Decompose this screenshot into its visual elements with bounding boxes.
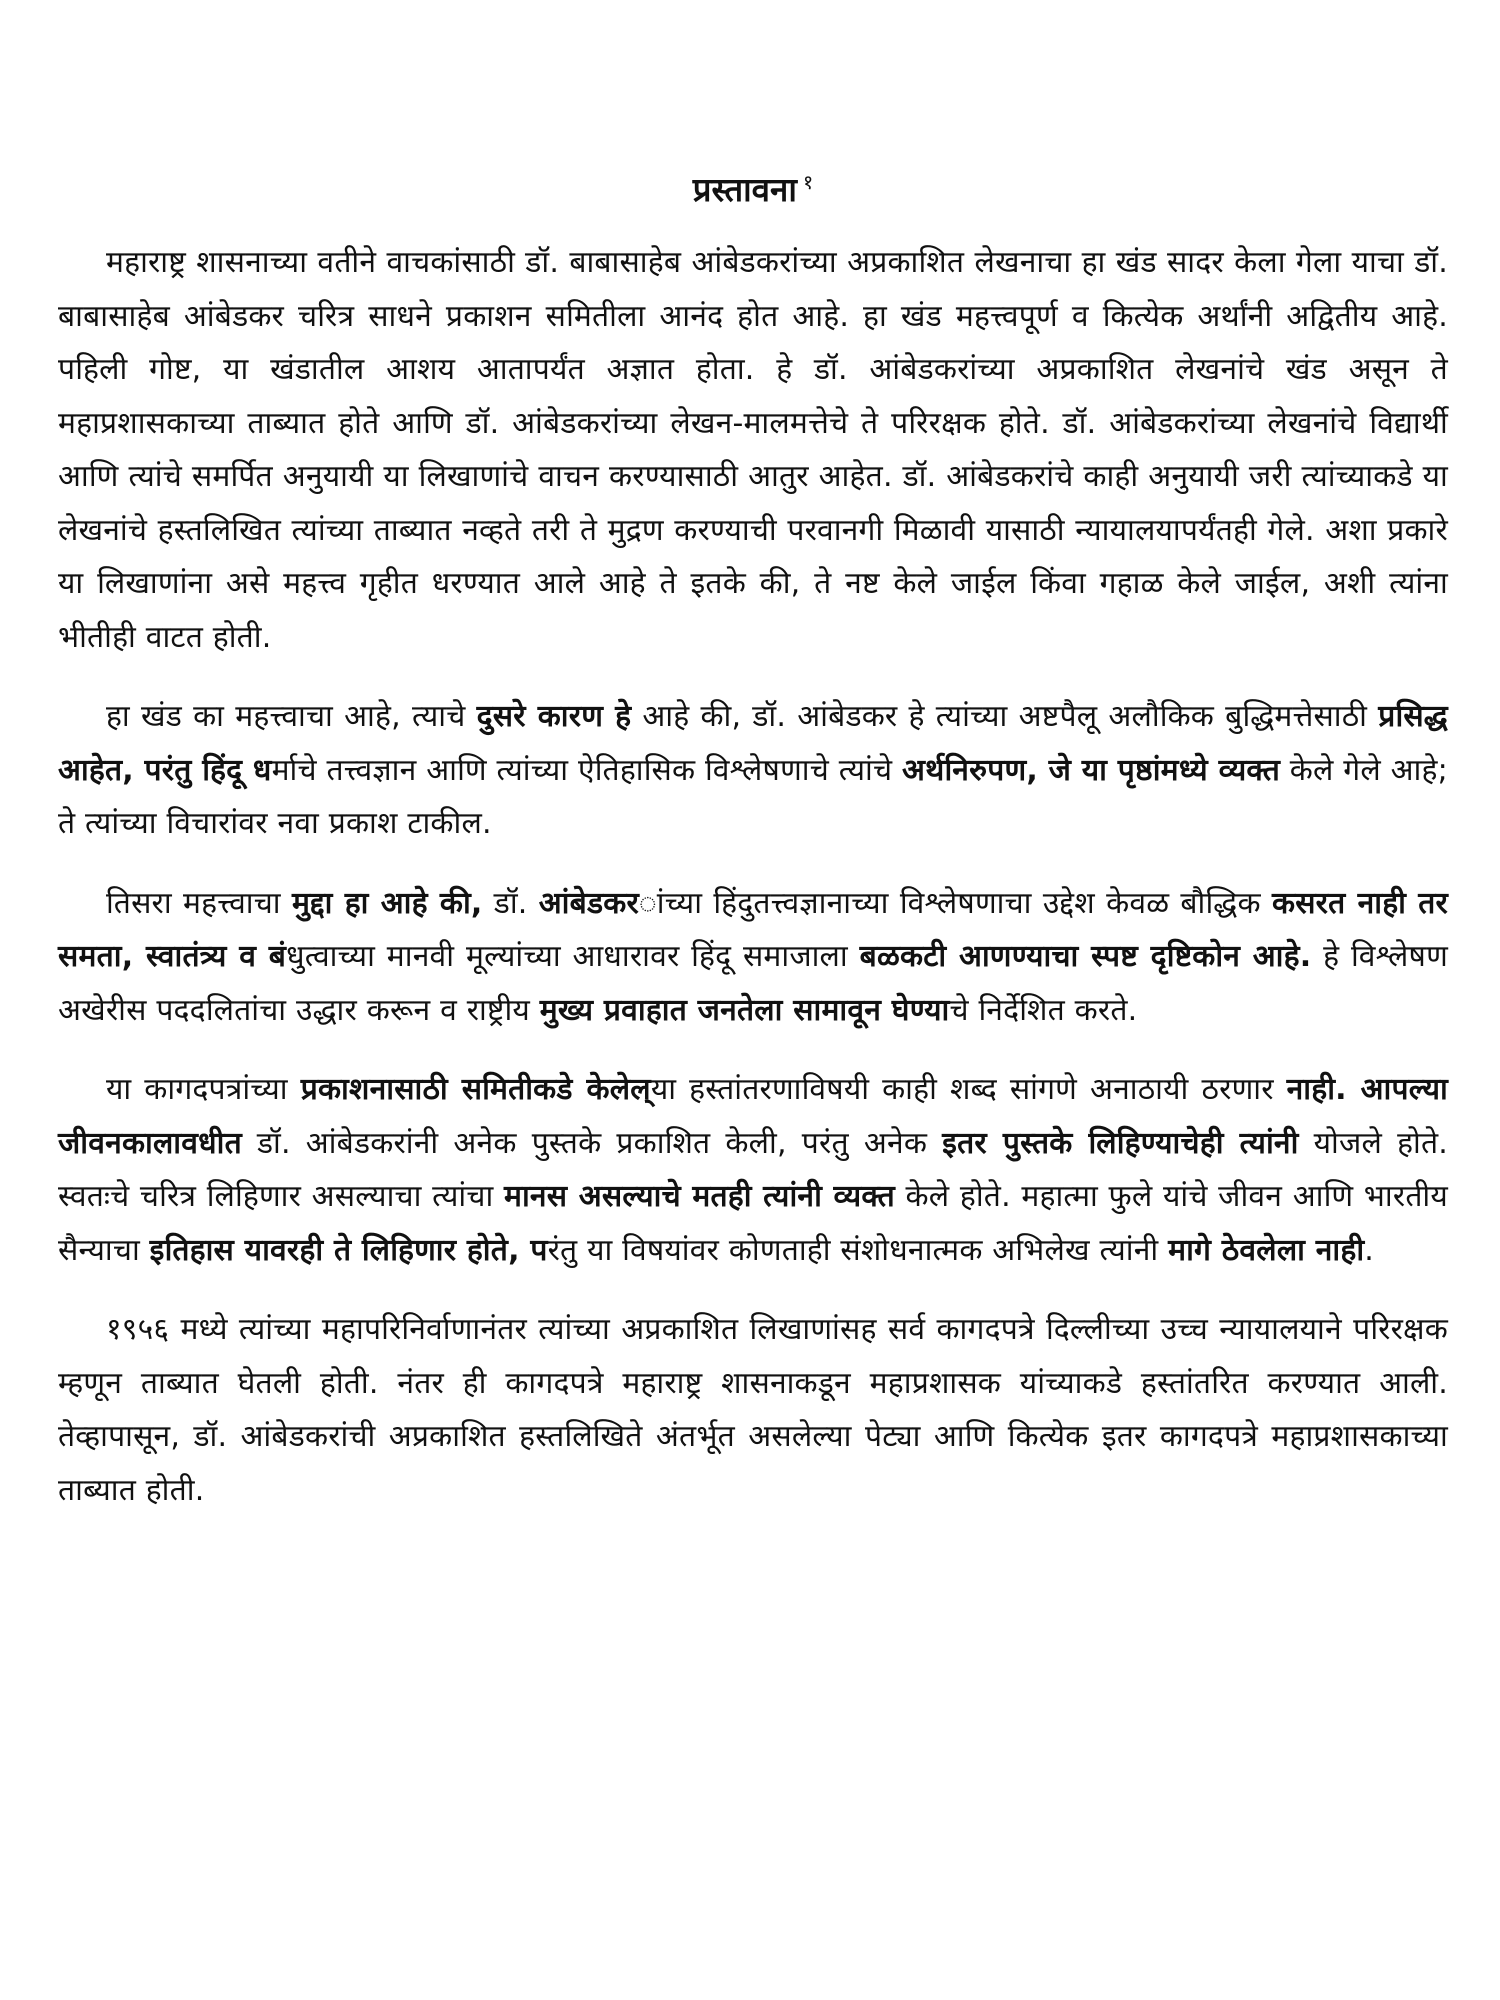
text-segment: महाराष्ट्र शासनाच्या वतीने वाचकांसाठी डॉ. बाबासाहेब आंबेडकरांच्या अप्रकाशित लेखनाचा हा खंड सादर केला गेला याचा डॉ. बाबासाहेब आंबेडकर चरित्र साधने प्रकाशन समितीला आनंद होत आहे. हा खंड महत्त्वपूर्ण व कित्येक अर्थांनी अद्वितीय आहे. पहिली गोष्ट, या खंडातील आशय आतापर्यंत अज्ञात होता. हे डॉ. आंबेडकरांच्या अप्रकाशित लेखनांचे खंड असून ते महाप्रशासकाच्या ताब्यात होते आणि डॉ. आंबेडकरांच्या लेखन-मालमत्तेचे ते परिरक्षक होते. डॉ. आंबेडकरांच्या लेखनांचे विद्यार्थी आणि त्यांचे समर्पित अनुयायी या लिखाणांचे वाचन करण्यासाठी आतुर आहेत. डॉ. आंबेडकरांचे काही अनुयायी जरी त्यांच्याकडे या लेखनांचे हस्तलिखित त्यांच्या ताब्यात नव्हते तरी ते मुद्रण करण्याची परवानगी मिळावी यासाठी न्यायालयापर्यंतही गेले. अशा प्रकारे या लिखाणांना असे महत्त्व गृहीत धरण्यात आले आहे ते इतके की, ते नष्ट केले जाईल किंवा गहाळ केले जाईल, अशी त्यांना भीतीही वाटत होती.: [58, 245, 1448, 655]
bold-text-segment: प्रकाशनासाठी समितीकडे केलेल्: [300, 1072, 651, 1107]
paragraph-5: [58, 1303, 1448, 1517]
text-segment: या हस्तांतरणाविषयी काही शब्द सांगणे अनाठायी ठरणार: [650, 1072, 1287, 1107]
bold-text-segment: आंबेडकर: [538, 885, 639, 921]
document-body: [58, 236, 1448, 1543]
page-title: [58, 168, 1448, 212]
bold-text-segment: दुसरे कारण हे: [476, 699, 632, 734]
bold-text-segment: इतिहास यावरही ते लिहिणार होते, प: [149, 1232, 548, 1268]
text-segment: आहे की, डॉ. आंबेडकर हे त्यांच्या अष्टपैलू अलौकिक बुद्धिमत्तेसाठी: [631, 699, 1379, 734]
text-segment: ांच्या हिंदुतत्त्वज्ञानाच्या विश्लेषणाचा उद्देश केवळ बौद्धिक: [638, 885, 1272, 921]
text-segment: .: [1364, 1232, 1375, 1268]
bold-text-segment: नाही. आपल्या जीवनकालावधीत: [58, 1072, 1448, 1161]
paragraph-2: [58, 690, 1448, 851]
bold-text-segment: कसरत नाही तर समता, स्वातंत्र्य व बं: [58, 885, 1449, 974]
text-segment: हा खंड का महत्त्वाचा आहे, त्याचे: [106, 699, 477, 734]
text-segment: र्माचे तत्त्वज्ञान आणि त्यांच्या ऐतिहासिक विश्लेषणाचे त्यांचे: [271, 752, 903, 788]
text-segment: या कागदपत्रांच्या: [106, 1072, 301, 1107]
bold-text-segment: प्रसिद्ध आहेत, परंतु हिंदू ध: [58, 699, 1448, 788]
paragraph-4: [58, 1063, 1448, 1277]
text-segment: योजले होते. स्वतःचे चरित्र लिहिणार असल्याचा त्यांचा: [58, 1125, 1448, 1214]
text-segment: डॉ.: [482, 885, 539, 921]
text-segment: हे विश्लेषण अखेरीस पददलितांचा उद्धार करून व राष्ट्रीय: [58, 939, 1448, 1028]
text-segment: केले होते. महात्मा फुले यांचे जीवन आणि भारतीय सैन्याचा: [58, 1179, 1448, 1268]
bold-text-segment: मुख्य प्रवाहात जनतेला सामावून घेण्या: [539, 992, 950, 1028]
bold-text-segment: बळकटी आणण्याचा स्पष्ट दृष्टिकोन आहे.: [859, 939, 1312, 974]
text-segment: केले गेले आहे; ते त्यांच्या विचारांवर नवा प्रकाश टाकील.: [58, 752, 1448, 841]
text-segment: धुत्वाच्या मानवी मूल्यांच्या आधारावर हिंदू समाजाला: [286, 939, 860, 974]
paragraph-3: [58, 877, 1448, 1038]
document-page: [58, 0, 1448, 2000]
text-segment: १९५६ मध्ये त्यांच्या महापरिनिर्वाणानंतर त्यांच्या अप्रकाशित लिखाणांसह सर्व कागदपत्रे दिल्लीच्या उच्च न्यायालयाने परिरक्षक म्हणून ताब्यात घेतली होती. नंतर ही कागदपत्रे महाराष्ट्र शासनाकडून महाप्रशासक यांच्याकडे हस्तांतरित करण्यात आली. तेव्हापासून, डॉ. आंबेडकरांची अप्रकाशित हस्तलिखिते अंतर्भूत असलेल्या पेट्या आणि कित्येक इतर कागदपत्रे महाप्रशासकाच्या ताब्यात होती.: [58, 1312, 1448, 1508]
text-segment: चे निर्देशित करते.: [949, 992, 1138, 1028]
text-segment: रंतु या विषयांवर कोणताही संशोधनात्मक अभिलेख त्यांनी: [547, 1232, 1169, 1268]
bold-text-segment: मानस असल्याचे मतही त्यांनी व्यक्त: [504, 1179, 895, 1214]
text-segment: तिसरा महत्त्वाचा: [106, 885, 292, 921]
bold-text-segment: इतर पुस्तके लिहिण्याचेही त्यांनी: [942, 1125, 1299, 1161]
footnote-marker: १: [802, 170, 814, 194]
bold-text-segment: मुद्दा हा आहे की,: [291, 885, 483, 921]
text-segment: डॉ. आंबेडकरांनी अनेक पुस्तके प्रकाशित केली, परंतु अनेक: [241, 1125, 943, 1161]
title-text: प्रस्तावना: [692, 170, 797, 209]
bold-text-segment: मागे ठेवलेला नाही: [1168, 1232, 1365, 1268]
bold-text-segment: अर्थनिरुपण, जे या पृष्ठांमध्ये व्यक्त: [902, 752, 1281, 788]
paragraph-1: [58, 236, 1448, 664]
